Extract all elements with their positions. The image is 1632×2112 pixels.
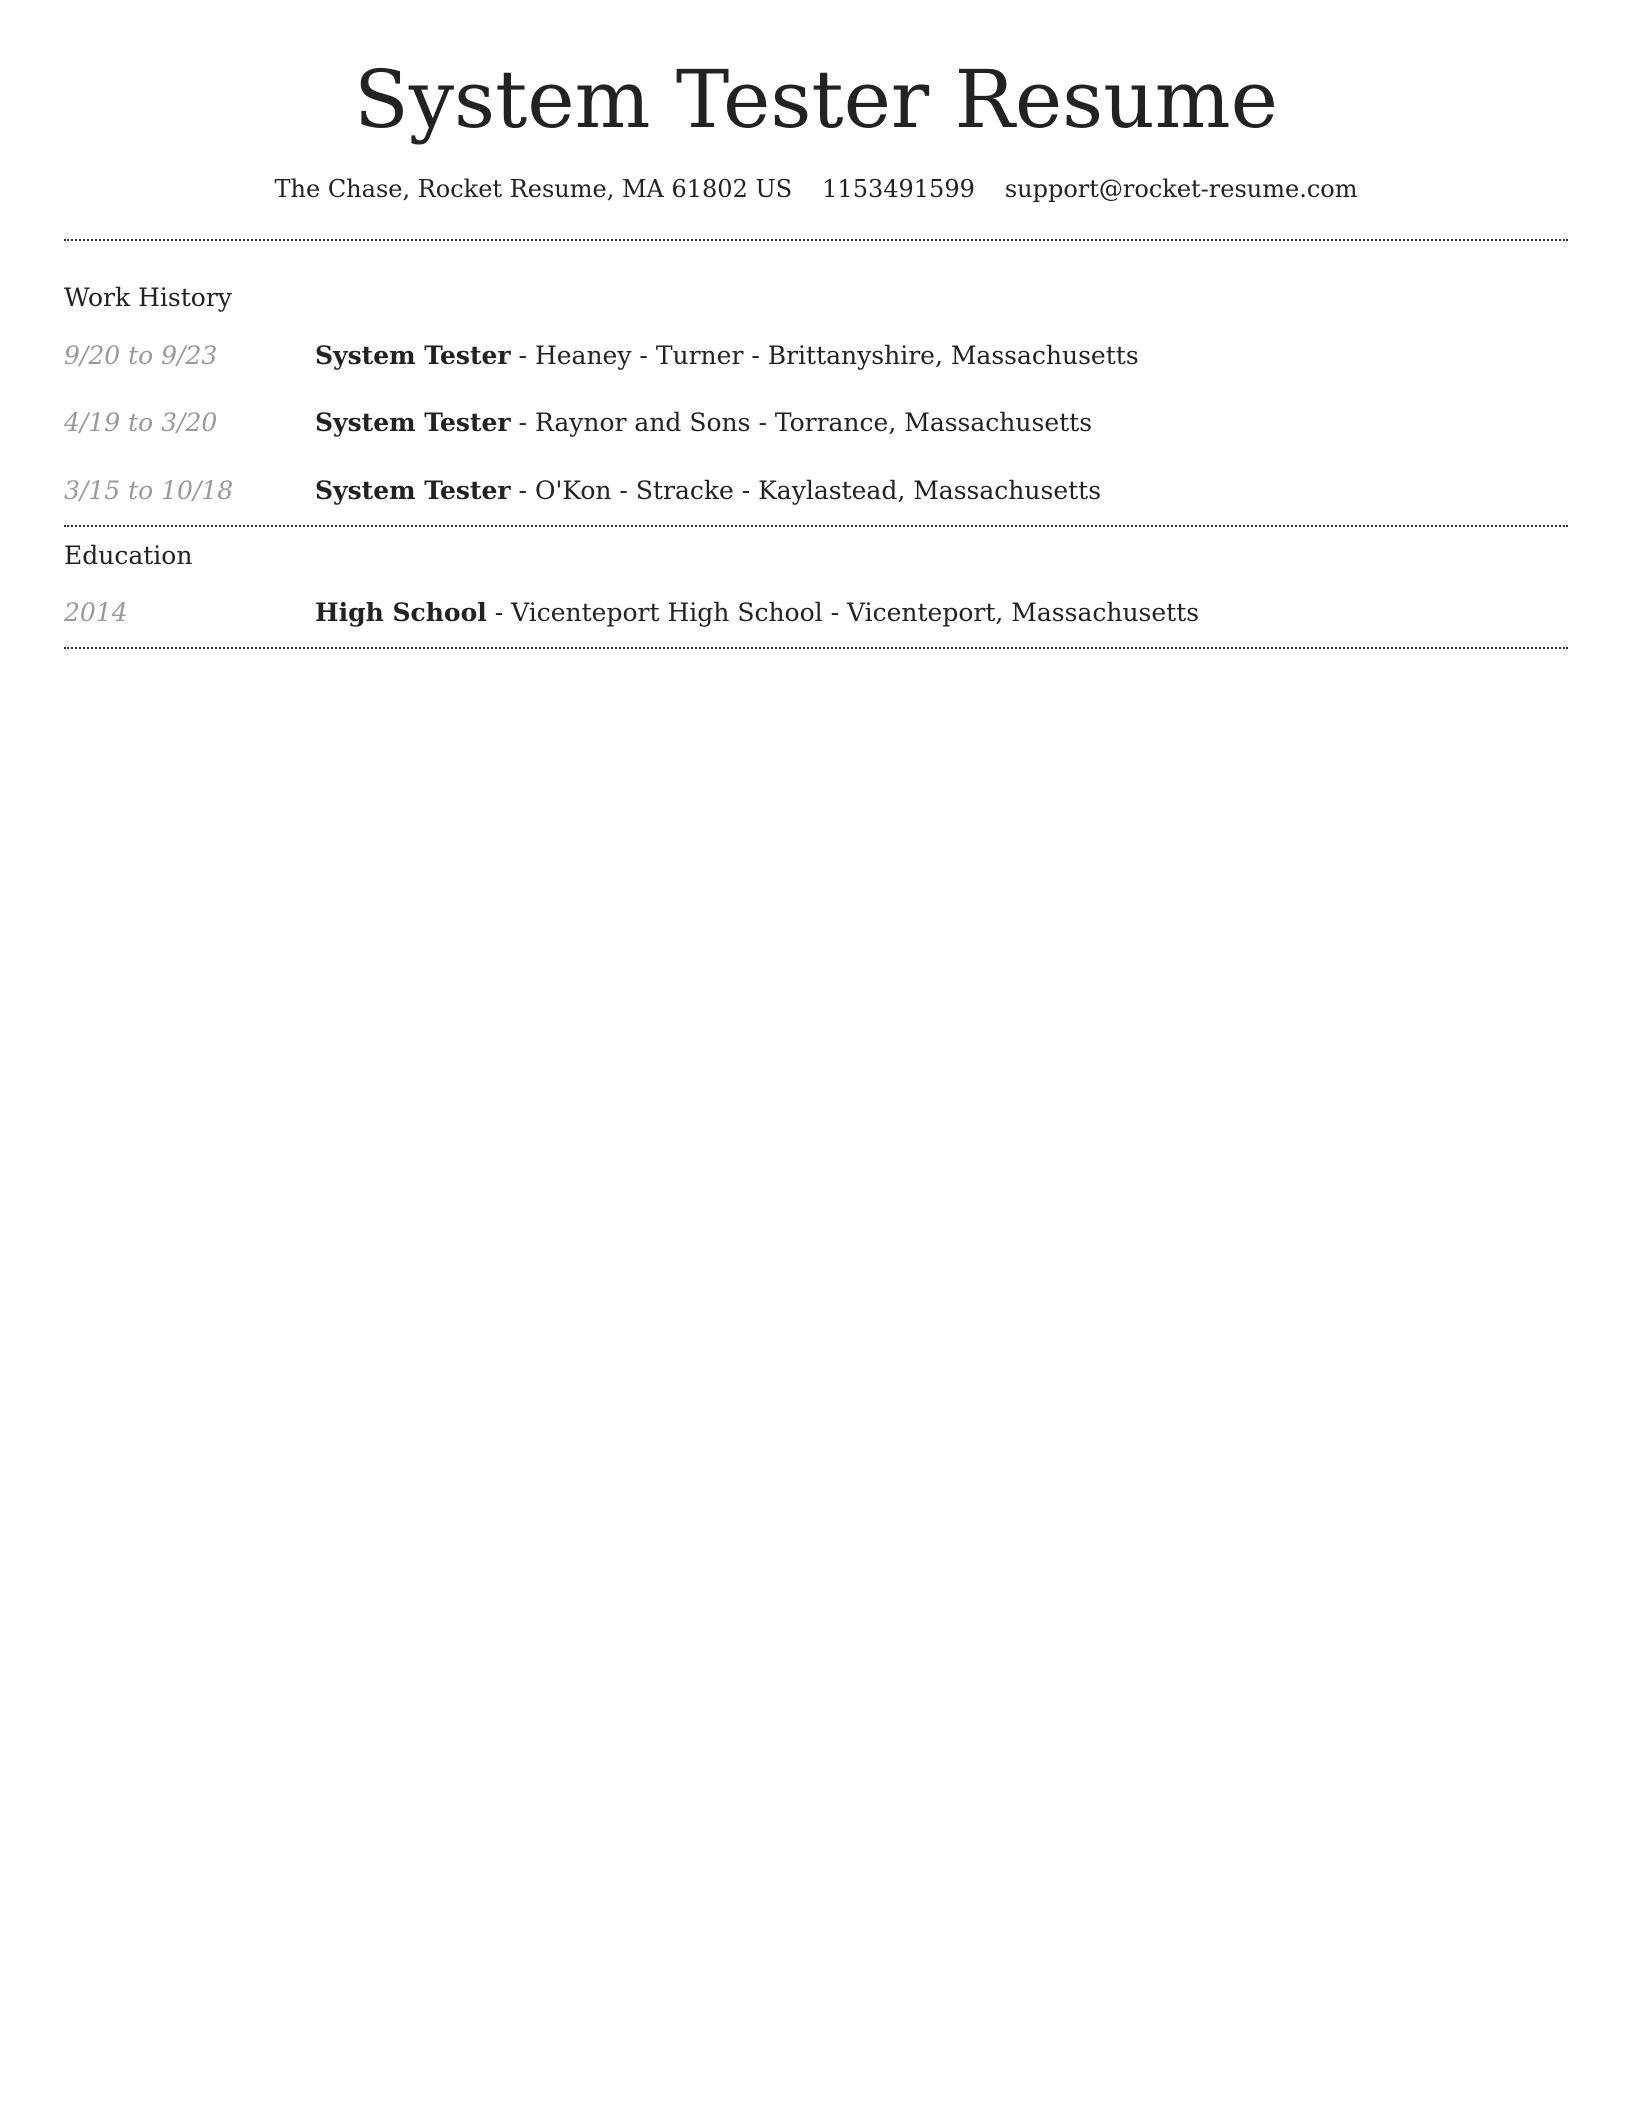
header-divider (64, 239, 1568, 241)
education-divider (64, 647, 1568, 649)
work-entry-description (315, 338, 1139, 374)
separator: - (510, 476, 535, 505)
contact-address: The Chase, Rocket Resume, MA 61802 US (274, 175, 793, 203)
education-entry-description (315, 595, 1199, 631)
work-entry-dates: 9/20 to 9/23 (64, 341, 218, 370)
work-entry-description (315, 405, 1092, 441)
work-history-heading: Work History (64, 283, 232, 312)
work-entry-role: System Tester (315, 341, 511, 370)
education-heading: Education (64, 541, 193, 570)
work-entry-dates: 4/19 to 3/20 (64, 408, 218, 437)
education-entry-degree: High School (315, 598, 487, 627)
resume-title: System Tester Resume (354, 53, 1278, 146)
work-entry-dates: 3/15 to 10/18 (64, 476, 234, 505)
work-entry-details: Raynor and Sons - Torrance, Massachusetts (534, 408, 1093, 437)
work-entry-role: System Tester (315, 408, 511, 437)
contact-line (0, 170, 1632, 208)
contact-phone: 1153491599 (822, 175, 975, 203)
education-entry-dates: 2014 (64, 598, 128, 627)
work-entry-details: O'Kon - Stracke - Kaylastead, Massachusetts (534, 476, 1102, 505)
contact-email: support@rocket-resume.com (1004, 175, 1358, 203)
work-entry-details: Heaney - Turner - Brittanyshire, Massachusetts (534, 341, 1139, 370)
work-history-divider (64, 525, 1568, 527)
work-entry-description (315, 473, 1101, 509)
separator: - (510, 341, 535, 370)
separator: - (510, 408, 535, 437)
education-entry-details: Vicenteport High School - Vicenteport, Massachusetts (511, 598, 1200, 627)
work-entry-role: System Tester (315, 476, 511, 505)
separator: - (486, 598, 512, 627)
